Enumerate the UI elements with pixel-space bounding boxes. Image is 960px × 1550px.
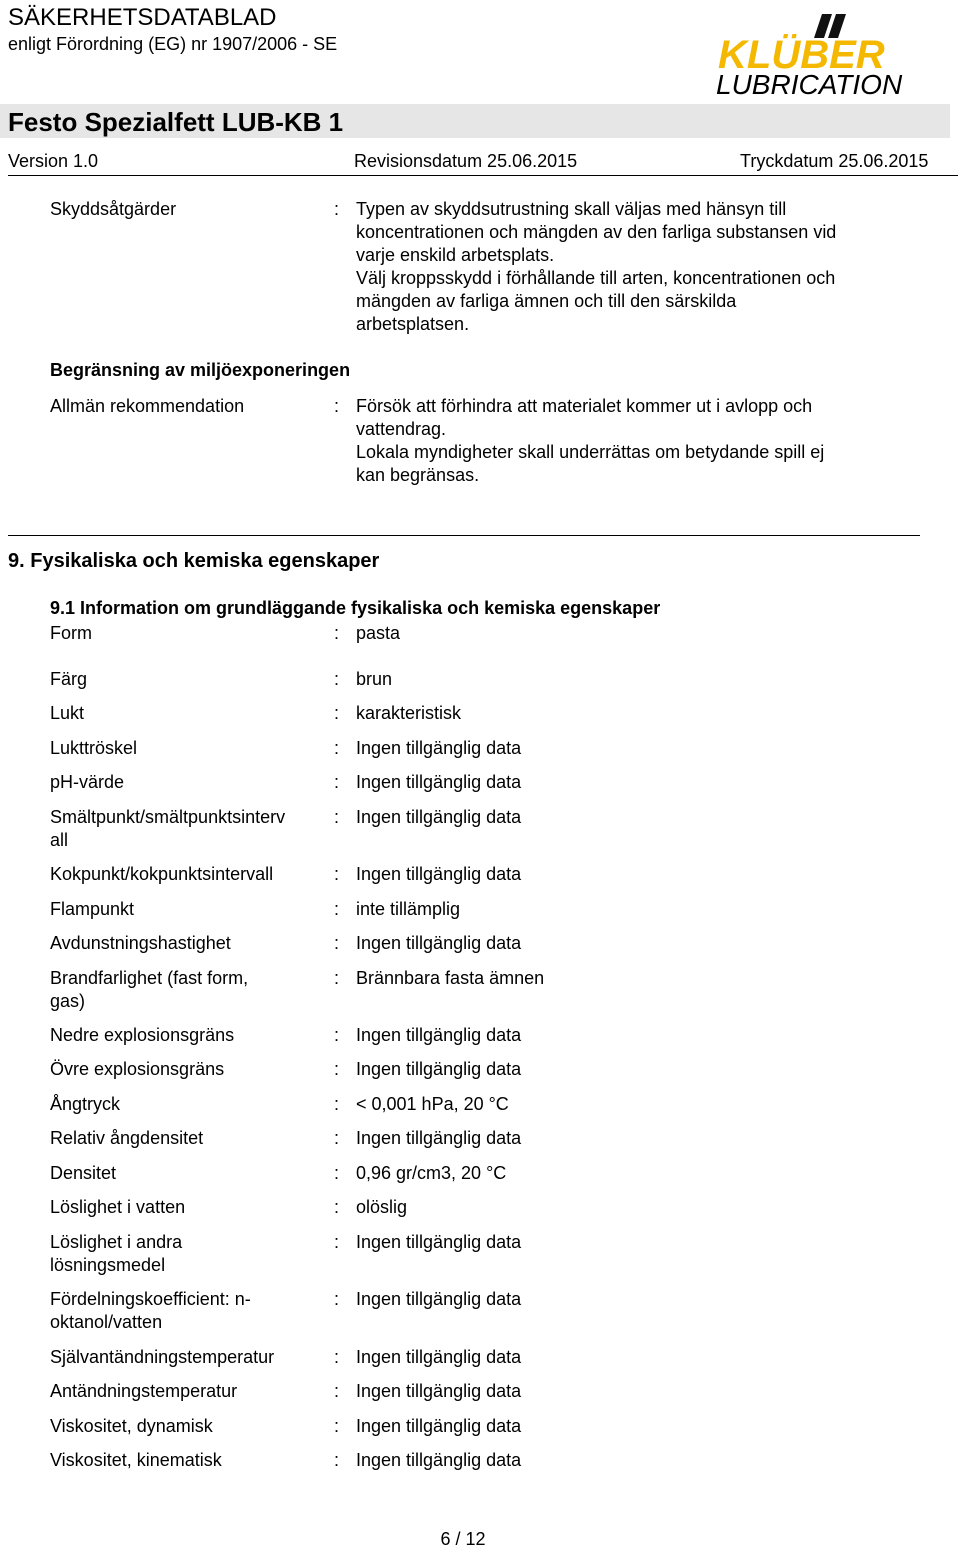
environment-heading: Begränsning av miljöexponeringen — [50, 360, 351, 380]
property-label: Färg — [50, 669, 88, 689]
colon: : — [334, 968, 340, 988]
property-label: Viskositet, kinematisk — [50, 1450, 222, 1470]
colon: : — [334, 864, 340, 884]
property-value: Ingen tillgänglig data — [356, 933, 522, 953]
colon: : — [334, 623, 340, 643]
kluber-logo — [710, 8, 950, 98]
logo-text-bottom: LUBRICATION — [716, 69, 903, 98]
text-line: varje enskild arbetsplats. — [356, 245, 555, 265]
property-label: Nedre explosionsgräns — [50, 1025, 235, 1045]
section-divider — [8, 535, 920, 536]
colon: : — [334, 1289, 340, 1309]
print-date: Tryckdatum 25.06.2015 — [740, 151, 929, 171]
property-label: Form — [50, 623, 92, 643]
colon: : — [334, 1347, 340, 1367]
property-value: Ingen tillgänglig data — [356, 1289, 522, 1309]
colon: : — [334, 899, 340, 919]
colon: : — [334, 772, 340, 792]
text-line: vattendrag. — [356, 419, 447, 439]
property-label: Ångtryck — [50, 1094, 121, 1114]
property-value: Ingen tillgänglig data — [356, 1416, 522, 1436]
property-label: Smältpunkt/smältpunktsinterv all — [50, 807, 286, 850]
property-value: Ingen tillgänglig data — [356, 1059, 522, 1079]
property-label: Lukt — [50, 703, 85, 723]
product-name: Festo Spezialfett LUB-KB 1 — [8, 107, 344, 137]
property-value: pasta — [356, 623, 401, 643]
text-line: Välj kroppsskydd i förhållande till arten, koncentrationen och — [356, 268, 836, 288]
property-label: Fördelningskoefficient: n- oktanol/vatten — [50, 1289, 251, 1332]
property-label: Övre explosionsgräns — [50, 1059, 225, 1079]
property-value: Ingen tillgänglig data — [356, 864, 522, 884]
property-label: Löslighet i andra lösningsmedel — [50, 1232, 183, 1275]
property-label: pH-värde — [50, 772, 125, 792]
property-label: Densitet — [50, 1163, 117, 1183]
page-number: 6 / 12 — [440, 1529, 486, 1549]
header-divider — [8, 175, 958, 176]
version-text: Version 1.0 — [8, 151, 99, 171]
colon: : — [334, 1163, 340, 1183]
property-value: Ingen tillgänglig data — [356, 1232, 522, 1252]
property-label: Kokpunkt/kokpunktsintervall — [50, 864, 274, 884]
text-line: arbetsplatsen. — [356, 314, 470, 334]
regulation-text: enligt Förordning (EG) nr 1907/2006 - SE — [8, 34, 338, 54]
revision-date: Revisionsdatum 25.06.2015 — [354, 151, 578, 171]
text-line: Lokala myndigheter skall underrättas om betydande spill ej — [356, 442, 825, 462]
text-line: Typen av skyddsutrustning skall väljas med hänsyn till — [356, 199, 787, 219]
colon: : — [334, 1450, 340, 1470]
property-value: 0,96 gr/cm3, 20 °C — [356, 1163, 507, 1183]
colon: : — [334, 1059, 340, 1079]
property-value: Ingen tillgänglig data — [356, 1025, 522, 1045]
property-label: Brandfarlighet (fast form, gas) — [50, 968, 249, 1011]
environment-text — [356, 395, 901, 487]
colon: : — [334, 199, 340, 219]
property-value: Ingen tillgänglig data — [356, 772, 522, 792]
colon: : — [334, 807, 340, 827]
property-value: Ingen tillgänglig data — [356, 1450, 522, 1470]
text-line: kan begränsas. — [356, 465, 480, 485]
colon: : — [334, 1416, 340, 1436]
logo-text-top: KLÜBER — [718, 33, 885, 77]
property-value: Brännbara fasta ämnen — [356, 968, 545, 988]
property-value: Ingen tillgänglig data — [356, 738, 522, 758]
property-value: karakteristisk — [356, 703, 462, 723]
colon: : — [334, 1232, 340, 1252]
property-label: Viskositet, dynamisk — [50, 1416, 213, 1436]
property-label: Flampunkt — [50, 899, 135, 919]
property-label: Avdunstningshastighet — [50, 933, 231, 953]
colon: : — [334, 669, 340, 689]
colon: : — [334, 396, 340, 416]
property-value: brun — [356, 669, 393, 689]
document-title: SÄKERHETSDATABLAD — [8, 4, 277, 31]
property-value: < 0,001 hPa, 20 °C — [356, 1094, 509, 1114]
section-title: 9. Fysikaliska och kemiska egenskaper — [8, 550, 380, 572]
property-value: olöslig — [356, 1197, 408, 1217]
environment-label: Allmän rekommendation — [50, 396, 245, 416]
colon: : — [334, 933, 340, 953]
text-line: mängden av farliga ämnen och till den särskilda — [356, 291, 737, 311]
colon: : — [334, 1197, 340, 1217]
section-subtitle: 9.1 Information om grundläggande fysikaliska och kemiska egenskaper — [50, 598, 661, 618]
property-label: Löslighet i vatten — [50, 1197, 186, 1217]
colon: : — [334, 1128, 340, 1148]
colon: : — [334, 1094, 340, 1114]
colon: : — [334, 1381, 340, 1401]
property-label: Antändningstemperatur — [50, 1381, 238, 1401]
property-value: Ingen tillgänglig data — [356, 1128, 522, 1148]
property-value: Ingen tillgänglig data — [356, 1381, 522, 1401]
colon: : — [334, 703, 340, 723]
property-label: Självantändningstemperatur — [50, 1347, 275, 1367]
colon: : — [334, 1025, 340, 1045]
text-line: Försök att förhindra att materialet kommer ut i avlopp och — [356, 396, 813, 416]
property-value: inte tillämplig — [356, 899, 461, 919]
property-value: Ingen tillgänglig data — [356, 1347, 522, 1367]
protection-text — [356, 198, 901, 336]
protection-label: Skyddsåtgärder — [50, 199, 177, 219]
text-line: koncentrationen och mängden av den farliga substansen vid — [356, 222, 837, 242]
property-label: Lukttröskel — [50, 738, 138, 758]
property-label: Relativ ångdensitet — [50, 1128, 204, 1148]
colon: : — [334, 738, 340, 758]
property-value: Ingen tillgänglig data — [356, 807, 522, 827]
